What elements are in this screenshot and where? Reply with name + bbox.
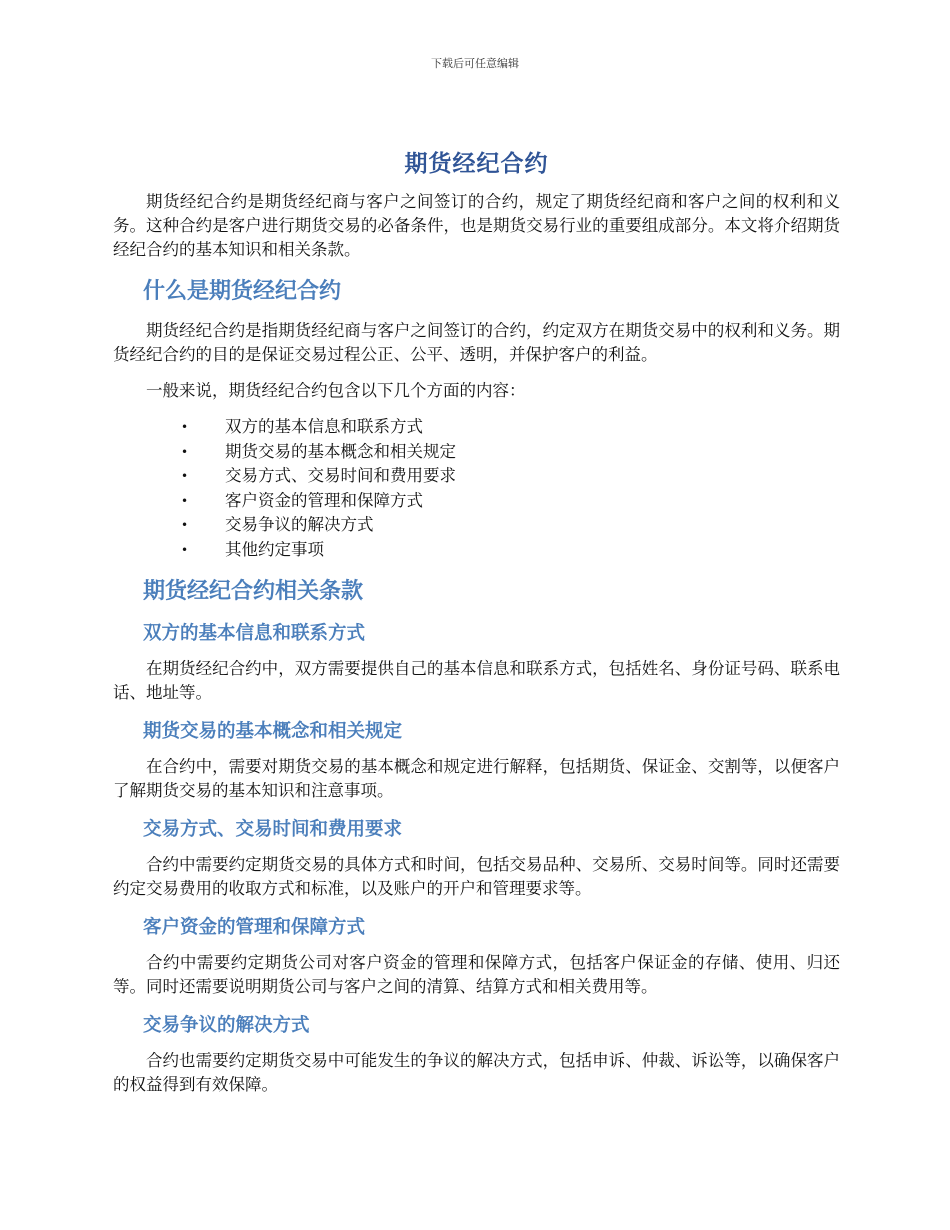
clause-heading-basic-info: 双方的基本信息和联系方式 [143, 623, 366, 644]
intro-paragraph: 期货经纪合约是期货经纪商与客户之间签订的合约，规定了期货经纪商和客户之间的权利和义务。这种合约是客户进行期货交易的必备条件，也是期货交易行业的重要组成部分。本文将介绍期货经纪合约的基本知识和相关条款。 [113, 192, 840, 259]
document-title: 期货经纪合约 [404, 151, 549, 177]
clause-text-trading-method: 合约中需要约定期货交易的具体方式和时间，包括交易品种、交易所、交易时间等。同时还需要约定交易费用的收取方式和标准，以及账户的开户和管理要求等。 [113, 855, 840, 898]
list-item: • 其他约定事项 [113, 538, 840, 563]
bullet-icon: • [181, 493, 189, 508]
clause-text-concepts: 在合约中，需要对期货交易的基本概念和规定进行解释，包括期货、保证金、交割等，以便客户了解期货交易的基本知识和注意事项。 [113, 757, 840, 800]
contents-list [113, 415, 840, 562]
bullet-icon: • [181, 518, 189, 532]
list-item: • 客户资金的管理和保障方式 [113, 489, 840, 514]
list-item: • 双方的基本信息和联系方式 [113, 415, 840, 440]
list-item: • 交易方式、交易时间和费用要求 [113, 464, 840, 489]
clause-heading-funds: 客户资金的管理和保障方式 [143, 917, 366, 938]
clause-heading-disputes: 交易争议的解决方式 [143, 1015, 310, 1036]
section-heading-clauses: 期货经纪合约相关条款 [143, 579, 364, 604]
page-header-note: 下载后可任意编辑 [431, 57, 519, 70]
clause-text-funds: 合约中需要约定期货公司对客户资金的管理和保障方式，包括客户保证金的存储、使用、归还等。同时还需要说明期货公司与客户之间的清算、结算方式和相关费用等。 [113, 953, 840, 996]
list-item: • 期货交易的基本概念和相关规定 [113, 440, 840, 465]
clause-text-basic-info: 在期货经纪合约中，双方需要提供自己的基本信息和联系方式，包括姓名、身份证号码、联系电话、地址等。 [113, 659, 840, 702]
section1-paragraph-2: 一般来说，期货经纪合约包含以下几个方面的内容： [146, 381, 526, 400]
bullet-icon: • [181, 420, 189, 434]
list-item: • 交易争议的解决方式 [113, 513, 840, 538]
clause-heading-trading-method: 交易方式、交易时间和费用要求 [143, 819, 403, 840]
clause-text-disputes: 合约也需要约定期货交易中可能发生的争议的解决方式，包括申诉、仲裁、诉讼等，以确保客户的权益得到有效保障。 [113, 1051, 840, 1094]
bullet-icon: • [181, 542, 189, 557]
document-body [113, 145, 840, 1109]
clause-heading-concepts: 期货交易的基本概念和相关规定 [143, 721, 403, 742]
bullet-icon: • [181, 469, 189, 483]
section-heading-what-is: 什么是期货经纪合约 [143, 279, 342, 304]
section1-paragraph-1: 期货经纪合约是指期货经纪商与客户之间签订的合约，约定双方在期货交易中的权利和义务。期货经纪合约的目的是保证交易过程公正、公平、透明，并保护客户的利益。 [113, 321, 840, 364]
bullet-icon: • [181, 444, 189, 459]
